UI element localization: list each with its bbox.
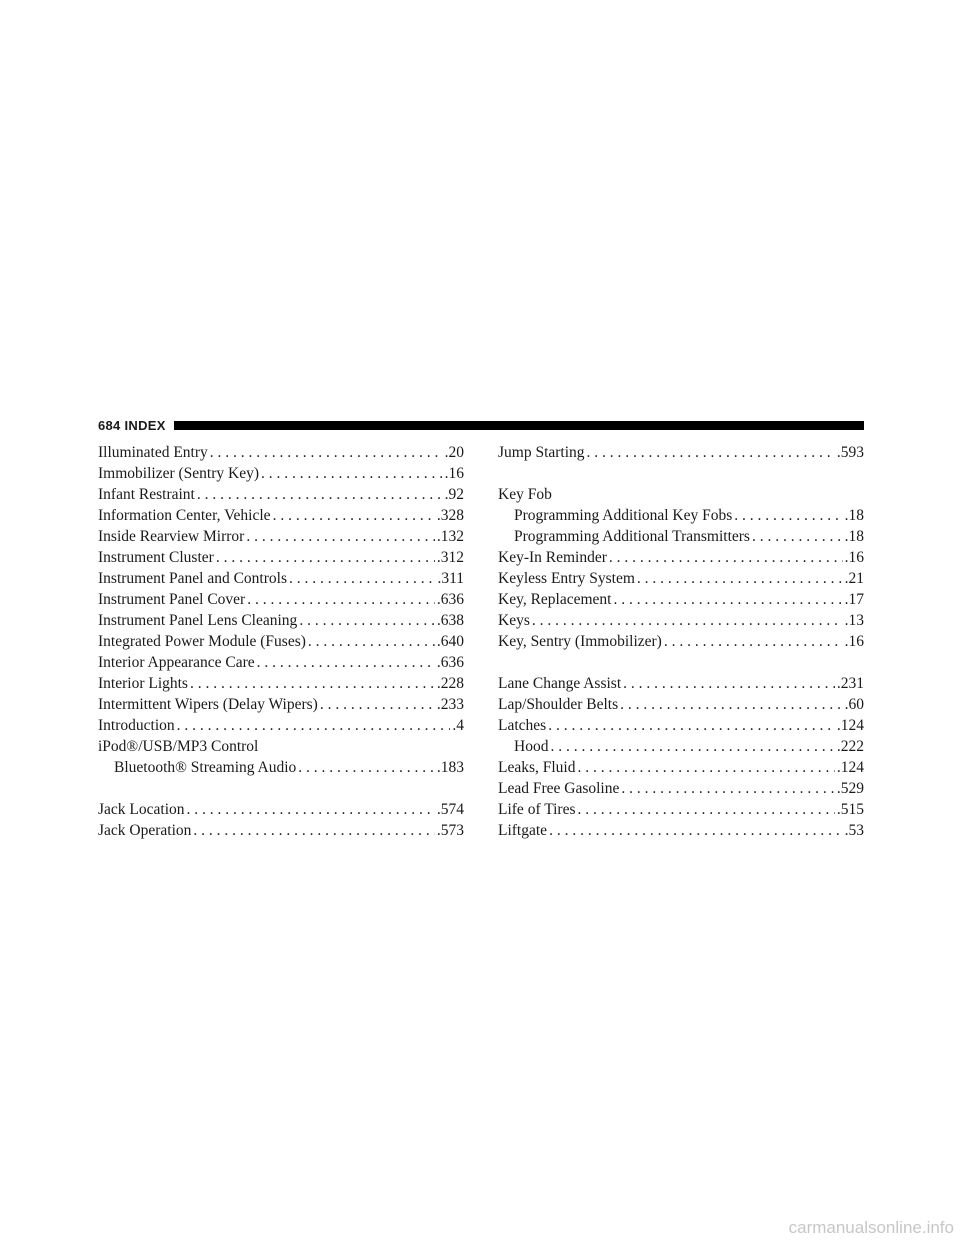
entry-label: Instrument Panel Cover <box>98 591 246 608</box>
entry-page-number: .593 <box>836 444 864 461</box>
index-entry <box>498 694 864 715</box>
index-entry <box>498 715 864 736</box>
leader-dots <box>210 442 443 463</box>
index-entry <box>498 568 864 589</box>
entry-label: Life of Tires <box>498 801 576 818</box>
entry-page-number: .636 <box>436 654 464 671</box>
entry-page-number: .124 <box>836 759 864 776</box>
entry-label: Key, Sentry (Immobilizer) <box>498 633 662 650</box>
index-entry <box>98 589 464 610</box>
leader-dots <box>734 505 842 526</box>
leader-dots <box>177 715 451 736</box>
leader-dots <box>247 589 435 610</box>
leader-dots <box>620 694 843 715</box>
index-entry <box>98 526 464 547</box>
index-entry <box>498 631 864 652</box>
leader-dots <box>752 526 843 547</box>
entry-label: Interior Lights <box>98 675 188 692</box>
entry-label: Instrument Panel and Controls <box>98 570 287 587</box>
entry-label: Jump Starting <box>498 444 585 461</box>
index-heading: iPod®/USB/MP3 Control <box>98 738 259 755</box>
entry-label: Instrument Panel Lens Cleaning <box>98 612 298 629</box>
entry-label: Key-In Reminder <box>498 549 607 566</box>
entry-page-number: .640 <box>436 633 464 650</box>
watermark: carmanualsonline.info <box>788 1218 954 1237</box>
index-entry <box>98 442 464 463</box>
index-entry <box>498 442 864 463</box>
leader-dots <box>609 547 843 568</box>
entry-label: Integrated Power Module (Fuses) <box>98 633 306 650</box>
leader-dots <box>299 610 435 631</box>
entry-page-number: .21 <box>844 570 864 587</box>
index-entry <box>98 652 464 673</box>
entry-label: Interior Appearance Care <box>98 654 255 671</box>
leader-dots <box>550 736 834 757</box>
leader-dots <box>190 673 435 694</box>
index-subentry <box>98 757 464 778</box>
entry-page-number: .638 <box>436 612 464 629</box>
index-entry <box>98 631 464 652</box>
entry-page-number: .228 <box>436 675 464 692</box>
leader-dots <box>578 757 835 778</box>
index-entry <box>98 484 464 505</box>
leader-dots <box>216 547 435 568</box>
entry-label: Illuminated Entry <box>98 444 208 461</box>
leader-dots <box>308 631 435 652</box>
entry-page-number: .18 <box>844 528 864 545</box>
header-rule <box>174 421 864 430</box>
leader-dots <box>613 589 842 610</box>
leader-dots <box>298 757 435 778</box>
index-spacer <box>498 652 864 673</box>
index-entry <box>98 463 464 484</box>
page-header <box>98 417 864 433</box>
entry-page-number: .124 <box>836 717 864 734</box>
entry-page-number: .92 <box>444 486 464 503</box>
index-heading: Key Fob <box>498 486 552 503</box>
entry-page-number: .16 <box>844 633 864 650</box>
entry-page-number: .17 <box>844 591 864 608</box>
entry-page-number: .515 <box>836 801 864 818</box>
index-entry <box>498 757 864 778</box>
entry-page-number: .328 <box>436 507 464 524</box>
entry-label: Inside Rearview Mirror <box>98 528 245 545</box>
entry-page-number: .183 <box>436 759 464 776</box>
entry-page-number: .233 <box>436 696 464 713</box>
index-entry <box>498 547 864 568</box>
page-number-label: 684 INDEX <box>98 417 166 433</box>
index-entry <box>498 589 864 610</box>
entry-page-number: .573 <box>436 822 464 839</box>
entry-label: Immobilizer (Sentry Key) <box>98 465 259 482</box>
entry-page-number: .636 <box>436 591 464 608</box>
index-spacer <box>98 778 464 799</box>
leader-dots <box>273 505 435 526</box>
entry-page-number: .132 <box>436 528 464 545</box>
entry-label: Introduction <box>98 717 175 734</box>
leader-dots <box>193 820 434 841</box>
entry-label: Jack Location <box>98 801 185 818</box>
entry-label: Intermittent Wipers (Delay Wipers) <box>98 696 318 713</box>
index-spacer <box>498 463 864 484</box>
leader-dots <box>621 778 835 799</box>
entry-page-number: .16 <box>844 549 864 566</box>
entry-page-number: .312 <box>436 549 464 566</box>
entry-page-number: .574 <box>436 801 464 818</box>
entry-label: Programming Additional Transmitters <box>514 528 750 545</box>
entry-page-number: .53 <box>844 822 864 839</box>
leader-dots <box>549 820 843 841</box>
entry-page-number: .20 <box>444 444 464 461</box>
index-subentry <box>498 526 864 547</box>
leader-dots <box>587 442 835 463</box>
leader-dots <box>187 799 435 820</box>
entry-page-number: .529 <box>836 780 864 797</box>
entry-page-number: .60 <box>844 696 864 713</box>
leader-dots <box>320 694 435 715</box>
entry-page-number: .222 <box>836 738 864 755</box>
index-entry <box>98 799 464 820</box>
entry-page-number: .18 <box>844 507 864 524</box>
leader-dots <box>289 568 435 589</box>
index-subentry <box>498 736 864 757</box>
entry-label: Information Center, Vehicle <box>98 507 271 524</box>
entry-page-number: .231 <box>836 675 864 692</box>
entry-label: Leaks, Fluid <box>498 759 576 776</box>
entry-page-number: .16 <box>444 465 464 482</box>
entry-label: Jack Operation <box>98 822 192 839</box>
index-entry <box>98 610 464 631</box>
entry-page-number: .311 <box>437 570 464 587</box>
index-column-right <box>498 442 864 841</box>
entry-label: Keyless Entry System <box>498 570 635 587</box>
leader-dots <box>257 652 435 673</box>
index-entry <box>498 673 864 694</box>
leader-dots <box>548 715 835 736</box>
leader-dots <box>261 463 443 484</box>
index-entry <box>98 505 464 526</box>
entry-label: Instrument Cluster <box>98 549 214 566</box>
index-entry <box>498 820 864 841</box>
index-entry <box>98 694 464 715</box>
entry-label: Key, Replacement <box>498 591 612 608</box>
index-entry <box>98 568 464 589</box>
entry-label: Liftgate <box>498 822 548 839</box>
entry-page-number: .4 <box>452 717 464 734</box>
entry-label: Lane Change Assist <box>498 675 622 692</box>
entry-page-number: .13 <box>844 612 864 629</box>
leader-dots <box>197 484 443 505</box>
entry-label: Lead Free Gasoline <box>498 780 620 797</box>
entry-label: Lap/Shoulder Belts <box>498 696 619 713</box>
index-subentry <box>498 505 864 526</box>
index-entry <box>498 778 864 799</box>
index-entry <box>98 547 464 568</box>
index-entry <box>498 799 864 820</box>
leader-dots <box>532 610 843 631</box>
leader-dots <box>578 799 835 820</box>
entry-label: Keys <box>498 612 530 629</box>
entry-label: Programming Additional Key Fobs <box>514 507 733 524</box>
index-entry <box>498 610 864 631</box>
leader-dots <box>623 673 835 694</box>
entry-label: Bluetooth® Streaming Audio <box>114 759 297 776</box>
index-entry <box>98 673 464 694</box>
leader-dots <box>664 631 843 652</box>
entry-label: Hood <box>514 738 549 755</box>
leader-dots <box>246 526 435 547</box>
index-entry <box>98 820 464 841</box>
leader-dots <box>637 568 843 589</box>
entry-label: Infant Restraint <box>98 486 195 503</box>
index-column-left <box>98 442 464 841</box>
entry-label: Latches <box>498 717 547 734</box>
index-entry <box>98 715 464 736</box>
